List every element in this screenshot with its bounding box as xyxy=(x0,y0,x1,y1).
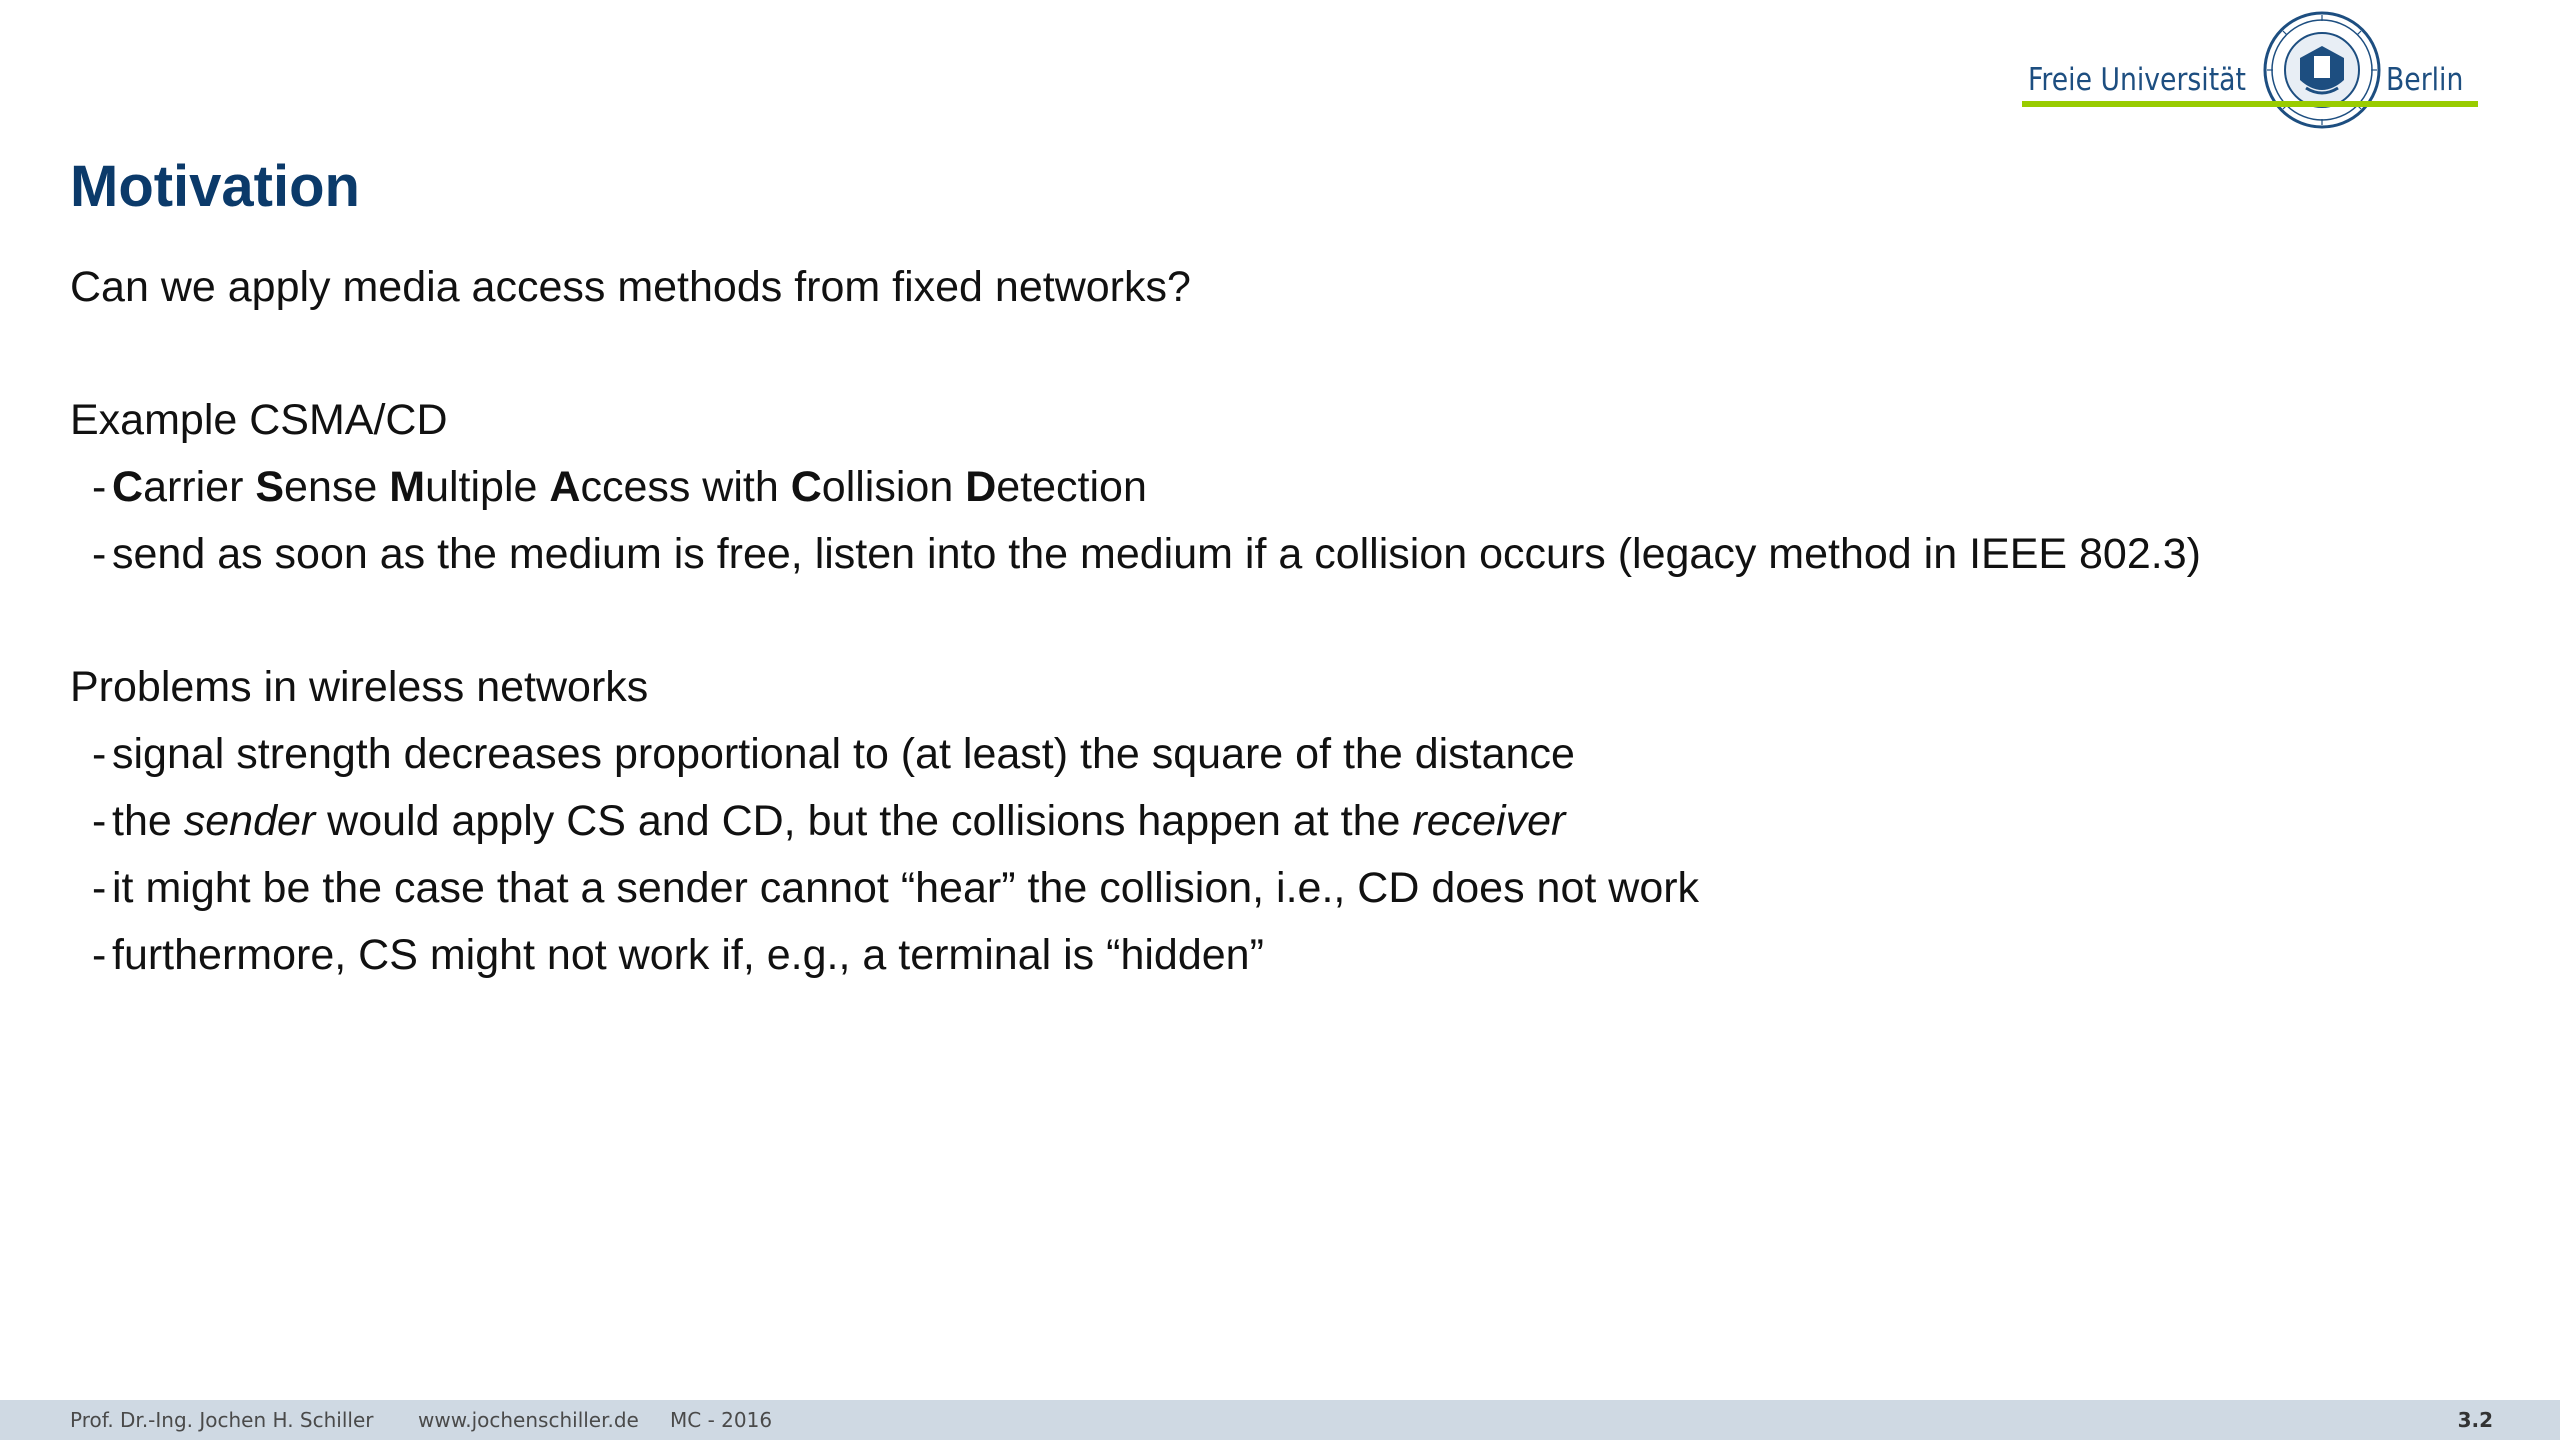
word-rest: arrier xyxy=(143,463,256,511)
slide-content xyxy=(70,254,2510,989)
question-text: Can we apply media access methods from fixed networks? xyxy=(70,263,1191,311)
footer-url: www.jochenschiller.de xyxy=(418,1408,639,1432)
logo-underline xyxy=(2022,101,2478,107)
bold-letter-m: M xyxy=(389,463,426,511)
footer-course: MC - 2016 xyxy=(670,1408,773,1432)
university-seal-icon xyxy=(2262,10,2382,130)
university-logo xyxy=(2022,10,2478,135)
word-rest: etection xyxy=(996,463,1147,511)
slide-title: Motivation xyxy=(70,154,360,219)
word-rest: ultiple xyxy=(425,463,550,511)
bullet-cannot-hear: - it might be the case that a sender cannot “hear” the collision, i.e., CD does not work xyxy=(70,855,2510,922)
page-number: 3.2 xyxy=(2457,1408,2493,1432)
bold-letter-c: C xyxy=(790,463,822,511)
problems-heading: Problems in wireless networks xyxy=(70,663,649,711)
bullet-hidden-terminal: - furthermore, CS might not work if, e.g., a terminal is “hidden” xyxy=(70,922,2510,989)
bullet-send: - send as soon as the medium is free, listen into the medium if a collision occurs (legacy method in IEEE 802.3) xyxy=(70,521,2510,588)
spacer xyxy=(70,321,2510,387)
bold-letter-s: S xyxy=(255,463,285,511)
word-rest: ollision xyxy=(821,463,966,511)
text-part: would apply CS and CD, but the collisions happen at the xyxy=(315,797,1413,845)
bold-letter-d: D xyxy=(965,463,997,511)
italic-receiver: receiver xyxy=(1412,797,1566,845)
logo-text-right: Berlin xyxy=(2386,62,2464,98)
logo-text-left: Freie Universität xyxy=(2028,62,2246,98)
italic-sender: sender xyxy=(183,797,316,845)
footer-author: Prof. Dr.-Ing. Jochen H. Schiller xyxy=(70,1408,374,1432)
word-rest: ense xyxy=(284,463,390,511)
example-heading: Example CSMA/CD xyxy=(70,396,448,444)
bold-letter-a: A xyxy=(549,463,581,511)
bullet-csma-definition xyxy=(70,454,2510,521)
bullet-signal-strength: - signal strength decreases proportional to (at least) the square of the distance xyxy=(70,721,2510,788)
bullet-sender-receiver xyxy=(70,788,2510,855)
bold-letter-c: C xyxy=(112,463,144,511)
spacer xyxy=(70,588,2510,654)
text-part: the xyxy=(112,797,184,845)
word-rest: ccess with xyxy=(580,463,791,511)
slide-footer xyxy=(0,1400,2560,1440)
